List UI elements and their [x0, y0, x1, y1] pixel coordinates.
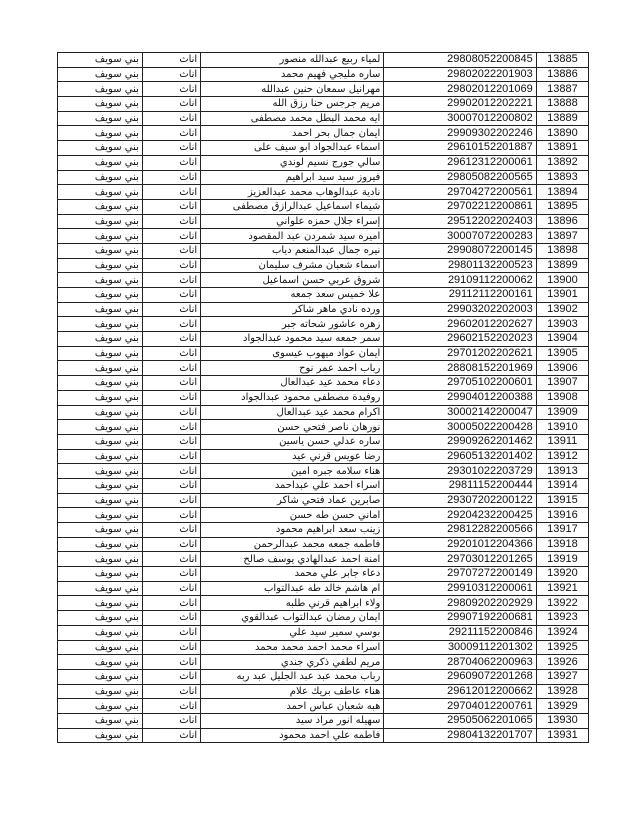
- serial-number-cell: 13900: [536, 273, 588, 288]
- serial-number-cell: 13907: [536, 376, 588, 391]
- governorate-cell: بني سويف: [58, 669, 143, 684]
- governorate-cell: بني سويف: [58, 346, 143, 361]
- national-id-cell: 29811152200444: [384, 478, 536, 493]
- serial-number-cell: 13915: [536, 493, 588, 508]
- national-id-cell: 29301022203729: [384, 464, 536, 479]
- gender-cell: اناث: [142, 214, 200, 229]
- name-cell: مهرانيل سمعان حنين عبدالله: [201, 82, 384, 97]
- table-row: [58, 67, 589, 82]
- gender-cell: اناث: [142, 141, 200, 156]
- name-cell: رباب محمد عبد عبد الجليل عبد ربه: [201, 669, 384, 684]
- name-cell: روفيدة مصطفى محمود عبدالجواد: [201, 390, 384, 405]
- national-id-cell: 29908072200145: [384, 243, 536, 258]
- name-cell: اميره سيد شمردن عبد المقصود: [201, 229, 384, 244]
- national-id-cell: 29704272200561: [384, 185, 536, 200]
- national-id-cell: 29705102200601: [384, 376, 536, 391]
- national-id-cell: 29902012202221: [384, 97, 536, 112]
- serial-number-cell: 13929: [536, 699, 588, 714]
- national-id-cell: 29612012200662: [384, 684, 536, 699]
- table-row: [58, 288, 589, 303]
- serial-number-cell: 13910: [536, 420, 588, 435]
- national-id-cell: 29211152200846: [384, 625, 536, 640]
- name-cell: دعاء جابر علي محمد: [201, 567, 384, 582]
- serial-number-cell: 13901: [536, 288, 588, 303]
- name-cell: نادية عبدالوهاب محمد عبدالعزيز: [201, 185, 384, 200]
- governorate-cell: بني سويف: [58, 288, 143, 303]
- national-id-cell: 30007012200802: [384, 111, 536, 126]
- table-row: [58, 376, 589, 391]
- governorate-cell: بني سويف: [58, 449, 143, 464]
- serial-number-cell: 13895: [536, 199, 588, 214]
- table-row: [58, 478, 589, 493]
- name-cell: نورهان ناصر فتحي حسن: [201, 420, 384, 435]
- name-cell: رضا عويس قرني عيد: [201, 449, 384, 464]
- national-id-cell: 29909302202246: [384, 126, 536, 141]
- gender-cell: اناث: [142, 596, 200, 611]
- name-cell: مريم لطفي ذكري جندي: [201, 655, 384, 670]
- serial-number-cell: 13908: [536, 390, 588, 405]
- serial-number-cell: 13897: [536, 229, 588, 244]
- gender-cell: اناث: [142, 728, 200, 743]
- serial-number-cell: 13921: [536, 581, 588, 596]
- table-row: [58, 126, 589, 141]
- national-id-cell: 29801132200523: [384, 258, 536, 273]
- governorate-cell: بني سويف: [58, 97, 143, 112]
- name-cell: اسماء شعبان مشرف سليمان: [201, 258, 384, 273]
- name-cell: ايمان رمضان عبدالتواب عبدالقوي: [201, 611, 384, 626]
- national-id-cell: 29602152202023: [384, 332, 536, 347]
- name-cell: امنة احمد عبدالهادي يوسف صالح: [201, 552, 384, 567]
- gender-cell: اناث: [142, 229, 200, 244]
- serial-number-cell: 13898: [536, 243, 588, 258]
- governorate-cell: بني سويف: [58, 464, 143, 479]
- name-cell: ايمان عواد ميهوب عيسوى: [201, 346, 384, 361]
- serial-number-cell: 13930: [536, 713, 588, 728]
- gender-cell: اناث: [142, 567, 200, 582]
- gender-cell: اناث: [142, 684, 200, 699]
- name-cell: ام هاشم خالد طه عبدالتواب: [201, 581, 384, 596]
- table-row: [58, 170, 589, 185]
- name-cell: شيماء اسماعيل عبدالرازق مصطفى: [201, 199, 384, 214]
- serial-number-cell: 13886: [536, 67, 588, 82]
- national-id-cell: 30002142200047: [384, 405, 536, 420]
- gender-cell: اناث: [142, 317, 200, 332]
- gender-cell: اناث: [142, 97, 200, 112]
- serial-number-cell: 13914: [536, 478, 588, 493]
- name-cell: نيره جمال عبدالمنعم دياب: [201, 243, 384, 258]
- gender-cell: اناث: [142, 552, 200, 567]
- name-cell: اماني حسن طه حسن: [201, 508, 384, 523]
- serial-number-cell: 13892: [536, 155, 588, 170]
- table-row: [58, 141, 589, 156]
- national-id-cell: 29109112200062: [384, 273, 536, 288]
- name-cell: ساره مليجي فهيم محمد: [201, 67, 384, 82]
- gender-cell: اناث: [142, 508, 200, 523]
- national-id-cell: 29707272200149: [384, 567, 536, 582]
- name-cell: ورده نادي ماهر شاكر: [201, 302, 384, 317]
- national-id-cell: 30009112201302: [384, 640, 536, 655]
- table-row: [58, 684, 589, 699]
- name-cell: هناء سلامه جبره امين: [201, 464, 384, 479]
- governorate-cell: بني سويف: [58, 405, 143, 420]
- table-row: [58, 258, 589, 273]
- national-id-cell: 29204232200425: [384, 508, 536, 523]
- serial-number-cell: 13906: [536, 361, 588, 376]
- name-cell: سالي جورج نسيم لوندي: [201, 155, 384, 170]
- gender-cell: اناث: [142, 464, 200, 479]
- table-row: [58, 346, 589, 361]
- governorate-cell: بني سويف: [58, 243, 143, 258]
- gender-cell: اناث: [142, 273, 200, 288]
- national-id-cell: 29610152201887: [384, 141, 536, 156]
- table-row: [58, 185, 589, 200]
- table-row: [58, 464, 589, 479]
- serial-number-cell: 13920: [536, 567, 588, 582]
- gender-cell: اناث: [142, 669, 200, 684]
- serial-number-cell: 13924: [536, 625, 588, 640]
- table-row: [58, 273, 589, 288]
- name-cell: فيروز سيد سيد ابراهيم: [201, 170, 384, 185]
- name-cell: اكرام محمد عيد عبدالعال: [201, 405, 384, 420]
- national-id-cell: 29505062201065: [384, 713, 536, 728]
- national-id-cell: 29909262201462: [384, 434, 536, 449]
- serial-number-cell: 13922: [536, 596, 588, 611]
- serial-number-cell: 13902: [536, 302, 588, 317]
- name-cell: اسراء احمد علي عبداحمد: [201, 478, 384, 493]
- serial-number-cell: 13891: [536, 141, 588, 156]
- name-cell: هناء عاطف بريك علام: [201, 684, 384, 699]
- serial-number-cell: 13918: [536, 537, 588, 552]
- governorate-cell: بني سويف: [58, 552, 143, 567]
- national-id-cell: 29702212200861: [384, 199, 536, 214]
- governorate-cell: بني سويف: [58, 596, 143, 611]
- governorate-cell: بني سويف: [58, 141, 143, 156]
- gender-cell: اناث: [142, 155, 200, 170]
- governorate-cell: بني سويف: [58, 229, 143, 244]
- serial-number-cell: 13913: [536, 464, 588, 479]
- table-row: [58, 596, 589, 611]
- gender-cell: اناث: [142, 640, 200, 655]
- table-row: [58, 713, 589, 728]
- serial-number-cell: 13926: [536, 655, 588, 670]
- serial-number-cell: 13916: [536, 508, 588, 523]
- gender-cell: اناث: [142, 361, 200, 376]
- governorate-cell: بني سويف: [58, 67, 143, 82]
- gender-cell: اناث: [142, 346, 200, 361]
- governorate-cell: بني سويف: [58, 420, 143, 435]
- serial-number-cell: 13923: [536, 611, 588, 626]
- name-cell: ايمان جمال بحر احمد: [201, 126, 384, 141]
- serial-number-cell: 13925: [536, 640, 588, 655]
- table-row: [58, 361, 589, 376]
- national-id-cell: 29612312200061: [384, 155, 536, 170]
- national-id-cell: 29904012200388: [384, 390, 536, 405]
- governorate-cell: بني سويف: [58, 640, 143, 655]
- gender-cell: اناث: [142, 53, 200, 68]
- governorate-cell: بني سويف: [58, 655, 143, 670]
- table-row: [58, 669, 589, 684]
- gender-cell: اناث: [142, 493, 200, 508]
- gender-cell: اناث: [142, 332, 200, 347]
- name-cell: دعاء محمد عيد عبدالعال: [201, 376, 384, 391]
- gender-cell: اناث: [142, 537, 200, 552]
- governorate-cell: بني سويف: [58, 185, 143, 200]
- gender-cell: اناث: [142, 611, 200, 626]
- table-row: [58, 111, 589, 126]
- serial-number-cell: 13888: [536, 97, 588, 112]
- serial-number-cell: 13931: [536, 728, 588, 743]
- governorate-cell: بني سويف: [58, 376, 143, 391]
- national-id-cell: 29903202202003: [384, 302, 536, 317]
- serial-number-cell: 13927: [536, 669, 588, 684]
- records-table: [57, 52, 589, 743]
- national-id-cell: 29704012200761: [384, 699, 536, 714]
- governorate-cell: بني سويف: [58, 111, 143, 126]
- table-row: [58, 537, 589, 552]
- table-row: [58, 155, 589, 170]
- governorate-cell: بني سويف: [58, 155, 143, 170]
- gender-cell: اناث: [142, 67, 200, 82]
- governorate-cell: بني سويف: [58, 390, 143, 405]
- national-id-cell: 30007072200283: [384, 229, 536, 244]
- national-id-cell: 29602012202627: [384, 317, 536, 332]
- table-row: [58, 611, 589, 626]
- table-row: [58, 625, 589, 640]
- table-row: [58, 405, 589, 420]
- name-cell: ولاء ابراهيم قرني طلبه: [201, 596, 384, 611]
- national-id-cell: 29703012201265: [384, 552, 536, 567]
- governorate-cell: بني سويف: [58, 567, 143, 582]
- national-id-cell: 29307202200122: [384, 493, 536, 508]
- name-cell: مريم جرجس حنا رزق الله: [201, 97, 384, 112]
- table-row: [58, 523, 589, 538]
- serial-number-cell: 13909: [536, 405, 588, 420]
- national-id-cell: 29112112200161: [384, 288, 536, 303]
- name-cell: ايه محمد البطل محمد مصطفى: [201, 111, 384, 126]
- gender-cell: اناث: [142, 655, 200, 670]
- table-row: [58, 229, 589, 244]
- name-cell: سمر جمعه سيد محمود عبدالجواد: [201, 332, 384, 347]
- gender-cell: اناث: [142, 478, 200, 493]
- table-row: [58, 82, 589, 97]
- gender-cell: اناث: [142, 713, 200, 728]
- table-row: [58, 214, 589, 229]
- national-id-cell: 28808152201969: [384, 361, 536, 376]
- records-table-body: [58, 53, 589, 743]
- table-row: [58, 655, 589, 670]
- governorate-cell: بني سويف: [58, 611, 143, 626]
- national-id-cell: 29809202202929: [384, 596, 536, 611]
- serial-number-cell: 13887: [536, 82, 588, 97]
- table-row: [58, 508, 589, 523]
- table-row: [58, 317, 589, 332]
- serial-number-cell: 13896: [536, 214, 588, 229]
- name-cell: رباب احمد عمر نوح: [201, 361, 384, 376]
- table-row: [58, 390, 589, 405]
- national-id-cell: 29808052200845: [384, 53, 536, 68]
- serial-number-cell: 13890: [536, 126, 588, 141]
- gender-cell: اناث: [142, 288, 200, 303]
- national-id-cell: 29802022201903: [384, 67, 536, 82]
- table-row: [58, 420, 589, 435]
- governorate-cell: بني سويف: [58, 699, 143, 714]
- table-row: [58, 699, 589, 714]
- national-id-cell: 29605132201402: [384, 449, 536, 464]
- serial-number-cell: 13911: [536, 434, 588, 449]
- national-id-cell: 29802012201069: [384, 82, 536, 97]
- gender-cell: اناث: [142, 390, 200, 405]
- name-cell: زينب سعد ابراهيم محمود: [201, 523, 384, 538]
- gender-cell: اناث: [142, 376, 200, 391]
- name-cell: سهيله انور مراد سيد: [201, 713, 384, 728]
- governorate-cell: بني سويف: [58, 728, 143, 743]
- governorate-cell: بني سويف: [58, 581, 143, 596]
- name-cell: اسراء محمد احمد محمد محمد: [201, 640, 384, 655]
- serial-number-cell: 13904: [536, 332, 588, 347]
- table-row: [58, 199, 589, 214]
- table-row: [58, 449, 589, 464]
- national-id-cell: 29910312200061: [384, 581, 536, 596]
- serial-number-cell: 13899: [536, 258, 588, 273]
- serial-number-cell: 13903: [536, 317, 588, 332]
- table-row: [58, 493, 589, 508]
- gender-cell: اناث: [142, 126, 200, 141]
- governorate-cell: بني سويف: [58, 302, 143, 317]
- name-cell: صابرين عماد فتحي شاكر: [201, 493, 384, 508]
- name-cell: لمياء ربيع عبدالله منصور: [201, 53, 384, 68]
- gender-cell: اناث: [142, 699, 200, 714]
- governorate-cell: بني سويف: [58, 199, 143, 214]
- serial-number-cell: 13919: [536, 552, 588, 567]
- governorate-cell: بني سويف: [58, 537, 143, 552]
- table-row: [58, 53, 589, 68]
- table-row: [58, 728, 589, 743]
- serial-number-cell: 13889: [536, 111, 588, 126]
- gender-cell: اناث: [142, 82, 200, 97]
- gender-cell: اناث: [142, 185, 200, 200]
- gender-cell: اناث: [142, 449, 200, 464]
- governorate-cell: بني سويف: [58, 82, 143, 97]
- gender-cell: اناث: [142, 170, 200, 185]
- governorate-cell: بني سويف: [58, 713, 143, 728]
- gender-cell: اناث: [142, 111, 200, 126]
- governorate-cell: بني سويف: [58, 258, 143, 273]
- gender-cell: اناث: [142, 405, 200, 420]
- table-row: [58, 434, 589, 449]
- governorate-cell: بني سويف: [58, 214, 143, 229]
- gender-cell: اناث: [142, 523, 200, 538]
- name-cell: ساره عدلي حسن ياسين: [201, 434, 384, 449]
- national-id-cell: 28704062200963: [384, 655, 536, 670]
- governorate-cell: بني سويف: [58, 126, 143, 141]
- national-id-cell: 29907192200681: [384, 611, 536, 626]
- governorate-cell: بني سويف: [58, 493, 143, 508]
- gender-cell: اناث: [142, 625, 200, 640]
- gender-cell: اناث: [142, 420, 200, 435]
- governorate-cell: بني سويف: [58, 625, 143, 640]
- table-row: [58, 581, 589, 596]
- gender-cell: اناث: [142, 199, 200, 214]
- name-cell: بوسي سمير سيد علي: [201, 625, 384, 640]
- national-id-cell: 29805082200565: [384, 170, 536, 185]
- records-sheet: [57, 52, 589, 743]
- national-id-cell: 29609072201268: [384, 669, 536, 684]
- name-cell: فاطمه جمعه محمد عبدالرحمن: [201, 537, 384, 552]
- governorate-cell: بني سويف: [58, 478, 143, 493]
- national-id-cell: 29812282200566: [384, 523, 536, 538]
- national-id-cell: 29804132201707: [384, 728, 536, 743]
- table-row: [58, 552, 589, 567]
- governorate-cell: بني سويف: [58, 361, 143, 376]
- governorate-cell: بني سويف: [58, 434, 143, 449]
- governorate-cell: بني سويف: [58, 523, 143, 538]
- gender-cell: اناث: [142, 302, 200, 317]
- name-cell: شروق عربي حسن اسماعيل: [201, 273, 384, 288]
- gender-cell: اناث: [142, 581, 200, 596]
- serial-number-cell: 13893: [536, 170, 588, 185]
- table-row: [58, 97, 589, 112]
- governorate-cell: بني سويف: [58, 508, 143, 523]
- serial-number-cell: 13894: [536, 185, 588, 200]
- governorate-cell: بني سويف: [58, 317, 143, 332]
- governorate-cell: بني سويف: [58, 53, 143, 68]
- serial-number-cell: 13928: [536, 684, 588, 699]
- governorate-cell: بني سويف: [58, 273, 143, 288]
- governorate-cell: بني سويف: [58, 170, 143, 185]
- governorate-cell: بني سويف: [58, 332, 143, 347]
- national-id-cell: 29512202202403: [384, 214, 536, 229]
- gender-cell: اناث: [142, 258, 200, 273]
- national-id-cell: 29201012204366: [384, 537, 536, 552]
- governorate-cell: بني سويف: [58, 684, 143, 699]
- gender-cell: اناث: [142, 434, 200, 449]
- name-cell: علا خميس سعد جمعه: [201, 288, 384, 303]
- serial-number-cell: 13905: [536, 346, 588, 361]
- serial-number-cell: 13912: [536, 449, 588, 464]
- table-row: [58, 302, 589, 317]
- name-cell: فاطمه علي احمد محمود: [201, 728, 384, 743]
- name-cell: اسماء عبدالجواد ابو سيف على: [201, 141, 384, 156]
- table-row: [58, 243, 589, 258]
- gender-cell: اناث: [142, 243, 200, 258]
- name-cell: زهره عاشور شحاته جبر: [201, 317, 384, 332]
- table-row: [58, 332, 589, 347]
- table-row: [58, 640, 589, 655]
- name-cell: إسراء جلال حمزه علواني: [201, 214, 384, 229]
- serial-number-cell: 13885: [536, 53, 588, 68]
- national-id-cell: 29701202202621: [384, 346, 536, 361]
- table-row: [58, 567, 589, 582]
- name-cell: هبه شعبان عباس احمد: [201, 699, 384, 714]
- serial-number-cell: 13917: [536, 523, 588, 538]
- national-id-cell: 30005022200428: [384, 420, 536, 435]
